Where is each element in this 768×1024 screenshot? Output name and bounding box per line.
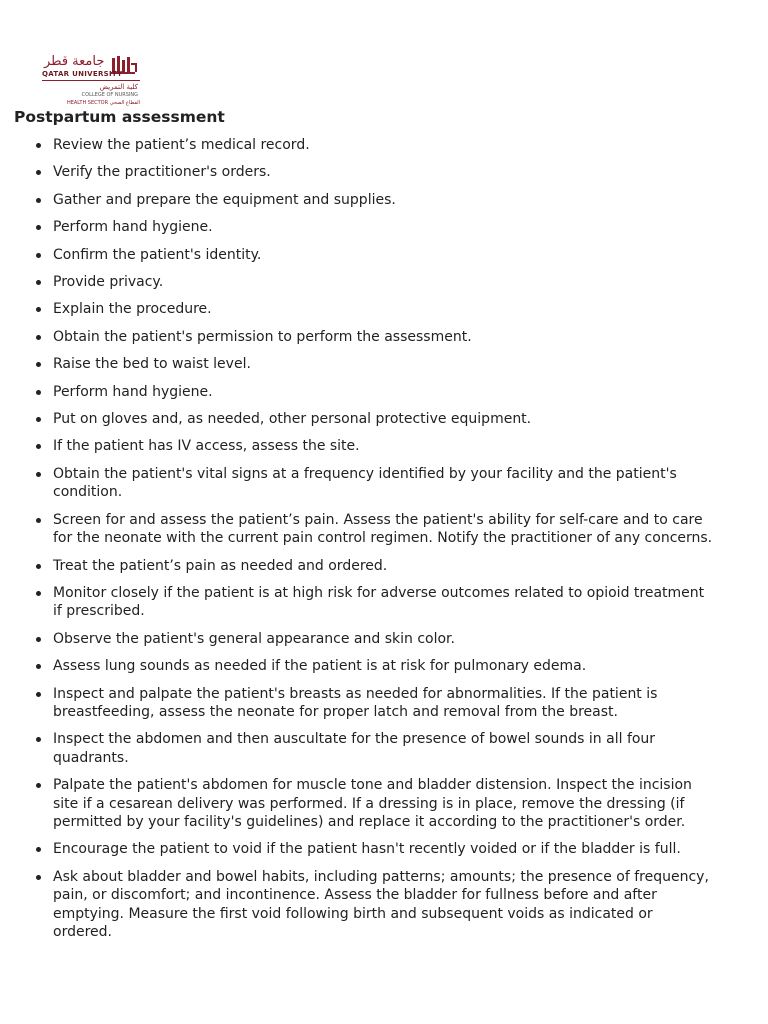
list-item: If the patient has IV access, assess the site. [53, 437, 713, 455]
logo-health-sector [67, 100, 140, 106]
list-item: Encourage the patient to void if the patient hasn't recently voided or if the bladder is full. [53, 840, 713, 858]
list-item: Perform hand hygiene. [53, 218, 713, 236]
logo-health-english: HEALTH SECTOR [66, 100, 109, 106]
procedure-step-list [0, 136, 713, 950]
list-item: Raise the bed to waist level. [53, 355, 713, 373]
list-item: Inspect the abdomen and then auscultate for the presence of bowel sounds in all four quadrants. [53, 730, 713, 767]
list-item: Monitor closely if the patient is at high risk for adverse outcomes related to opioid treatment if prescribed. [53, 584, 713, 621]
list-item: Review the patient’s medical record. [53, 136, 713, 154]
list-item: Explain the procedure. [53, 300, 713, 318]
logo-college-english: COLLEGE OF NURSING [81, 92, 138, 98]
list-item: Confirm the patient's identity. [53, 246, 713, 264]
list-item: Treat the patient’s pain as needed and ordered. [53, 557, 713, 575]
list-item: Obtain the patient's vital signs at a frequency identified by your facility and the patient's condition. [53, 465, 713, 502]
university-logo [40, 52, 144, 110]
logo-arabic-name: جامعة قطر [44, 54, 105, 69]
list-item: Observe the patient's general appearance and skin color. [53, 630, 713, 648]
logo-college-arabic: كلية التمريض [99, 83, 138, 91]
list-item: Verify the practitioner's orders. [53, 163, 713, 181]
logo-english-name: QATAR UNIVERSITY [42, 70, 123, 78]
list-item: Palpate the patient's abdomen for muscle tone and bladder distension. Inspect the incision site if a cesarean delivery was performed. If a dressing is in place, remove the dressing (if permitted by your facility's guidelines) and replace it according to the practitioner's order. [53, 776, 713, 831]
list-item: Provide privacy. [53, 273, 713, 291]
list-item: Screen for and assess the patient’s pain. Assess the patient's ability for self-care and to care for the neonate with the current pain control regimen. Notify the practitioner of any concerns. [53, 511, 713, 547]
list-item: Obtain the patient's permission to perform the assessment. [53, 328, 713, 346]
page-title: Postpartum assessment [14, 108, 225, 126]
list-item: Ask about bladder and bowel habits, including patterns; amounts; the presence of frequency, pain, or discomfort; and incontinence. Assess the bladder for fullness before and after emptying. Measure the first void following birth and subsequent voids as indicated or ordered. [53, 868, 713, 942]
list-item: Assess lung sounds as needed if the patient is at risk for pulmonary edema. [53, 657, 713, 675]
list-item: Gather and prepare the equipment and supplies. [53, 191, 713, 209]
list-item: Perform hand hygiene. [53, 383, 713, 401]
logo-divider [42, 80, 140, 81]
list-item: Inspect and palpate the patient's breasts as needed for abnormalities. If the patient is breastfeeding, assess the neonate for proper latch and removal from the breast. [53, 685, 713, 722]
list-item: Put on gloves and, as needed, other personal protective equipment. [53, 410, 713, 428]
logo-health-arabic: القطاع الصحي [109, 100, 140, 106]
